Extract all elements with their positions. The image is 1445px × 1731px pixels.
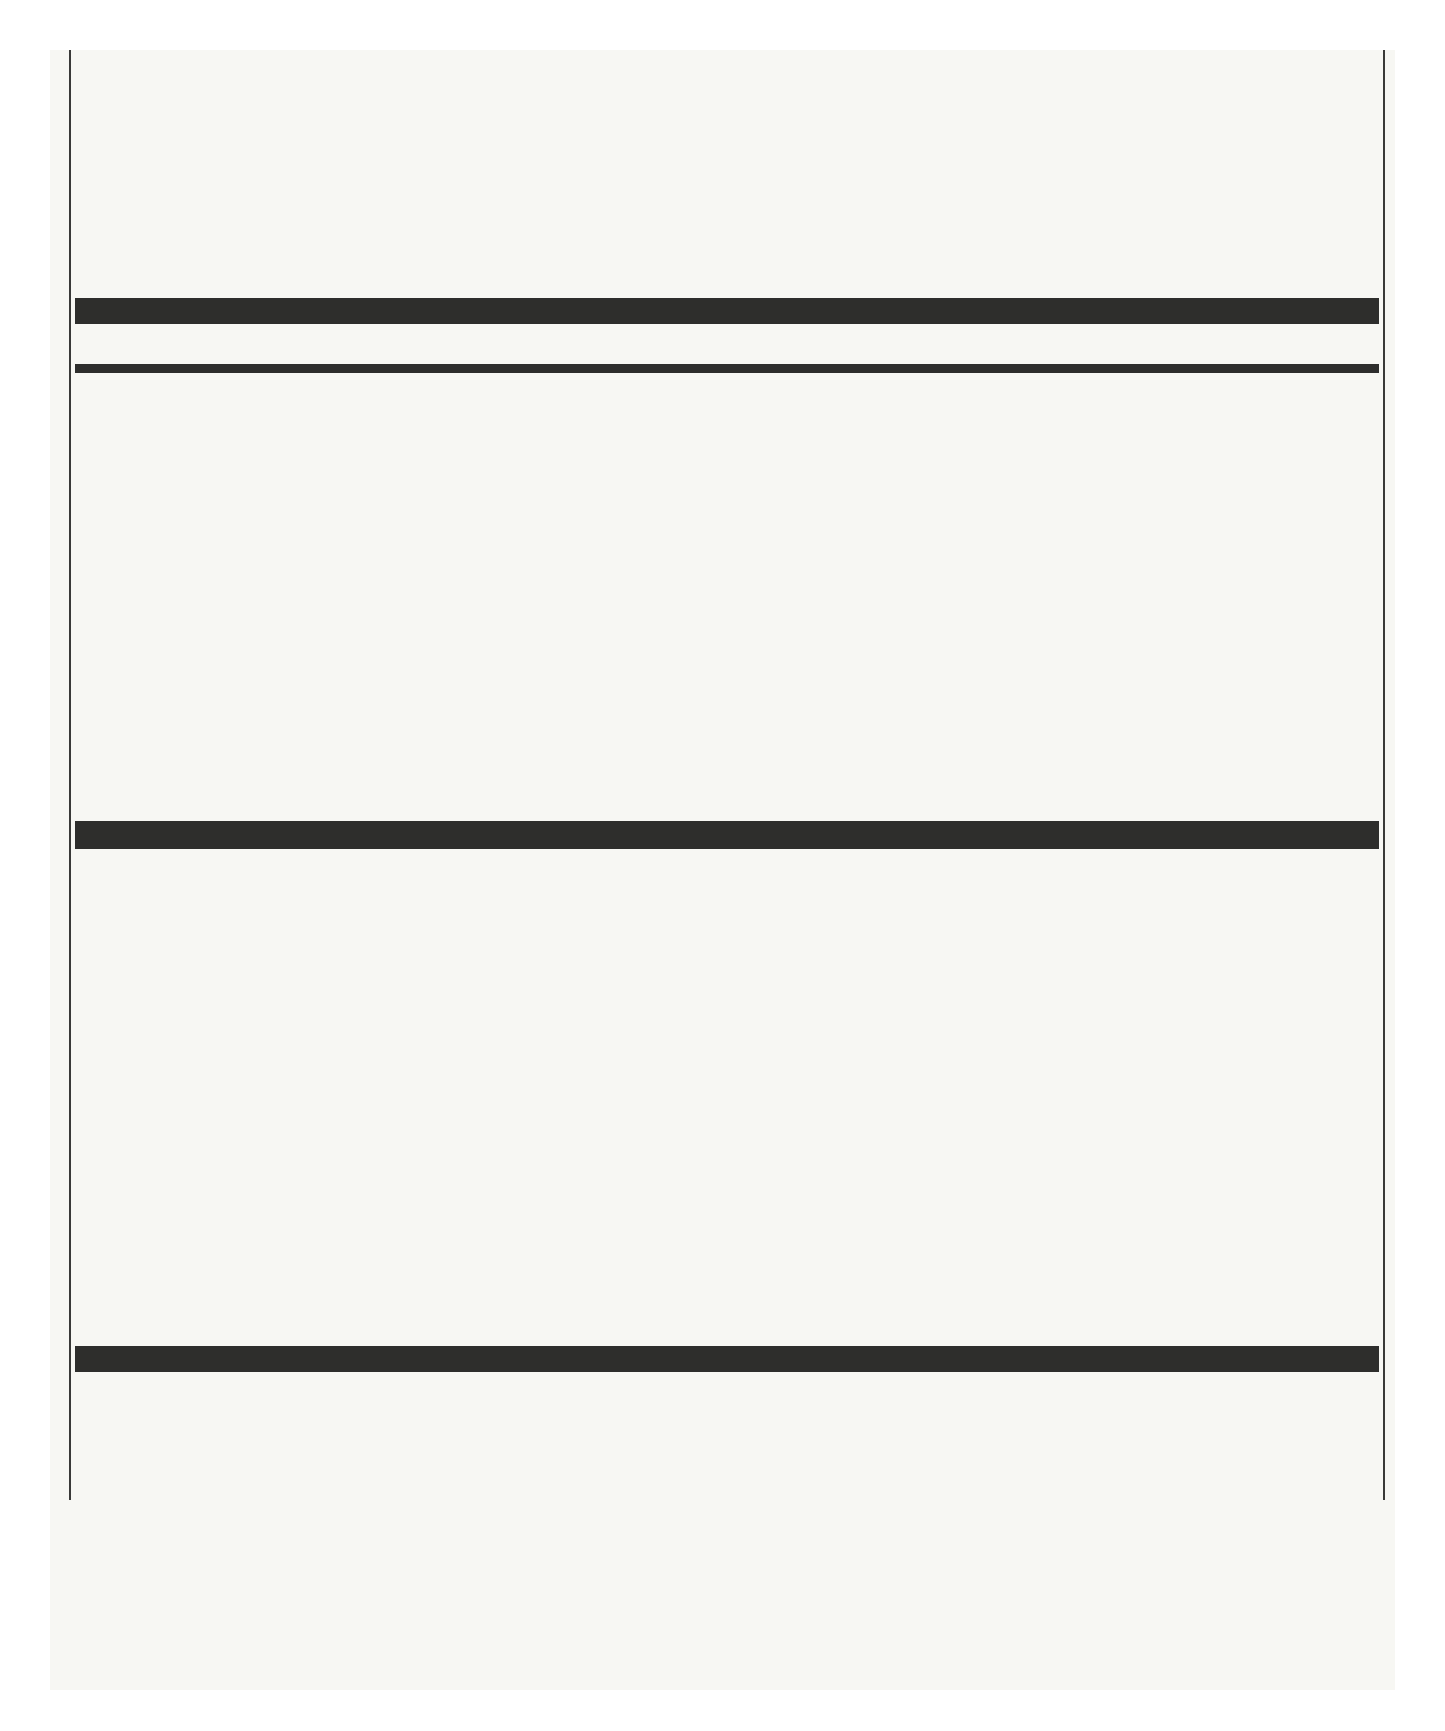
supplement-facts-panel [69, 50, 1385, 1500]
supplement-label [50, 50, 1395, 1690]
thick-divider-2 [75, 821, 1379, 849]
medium-divider [75, 364, 1379, 373]
thick-divider [75, 298, 1379, 324]
thick-divider-3 [75, 1346, 1379, 1372]
